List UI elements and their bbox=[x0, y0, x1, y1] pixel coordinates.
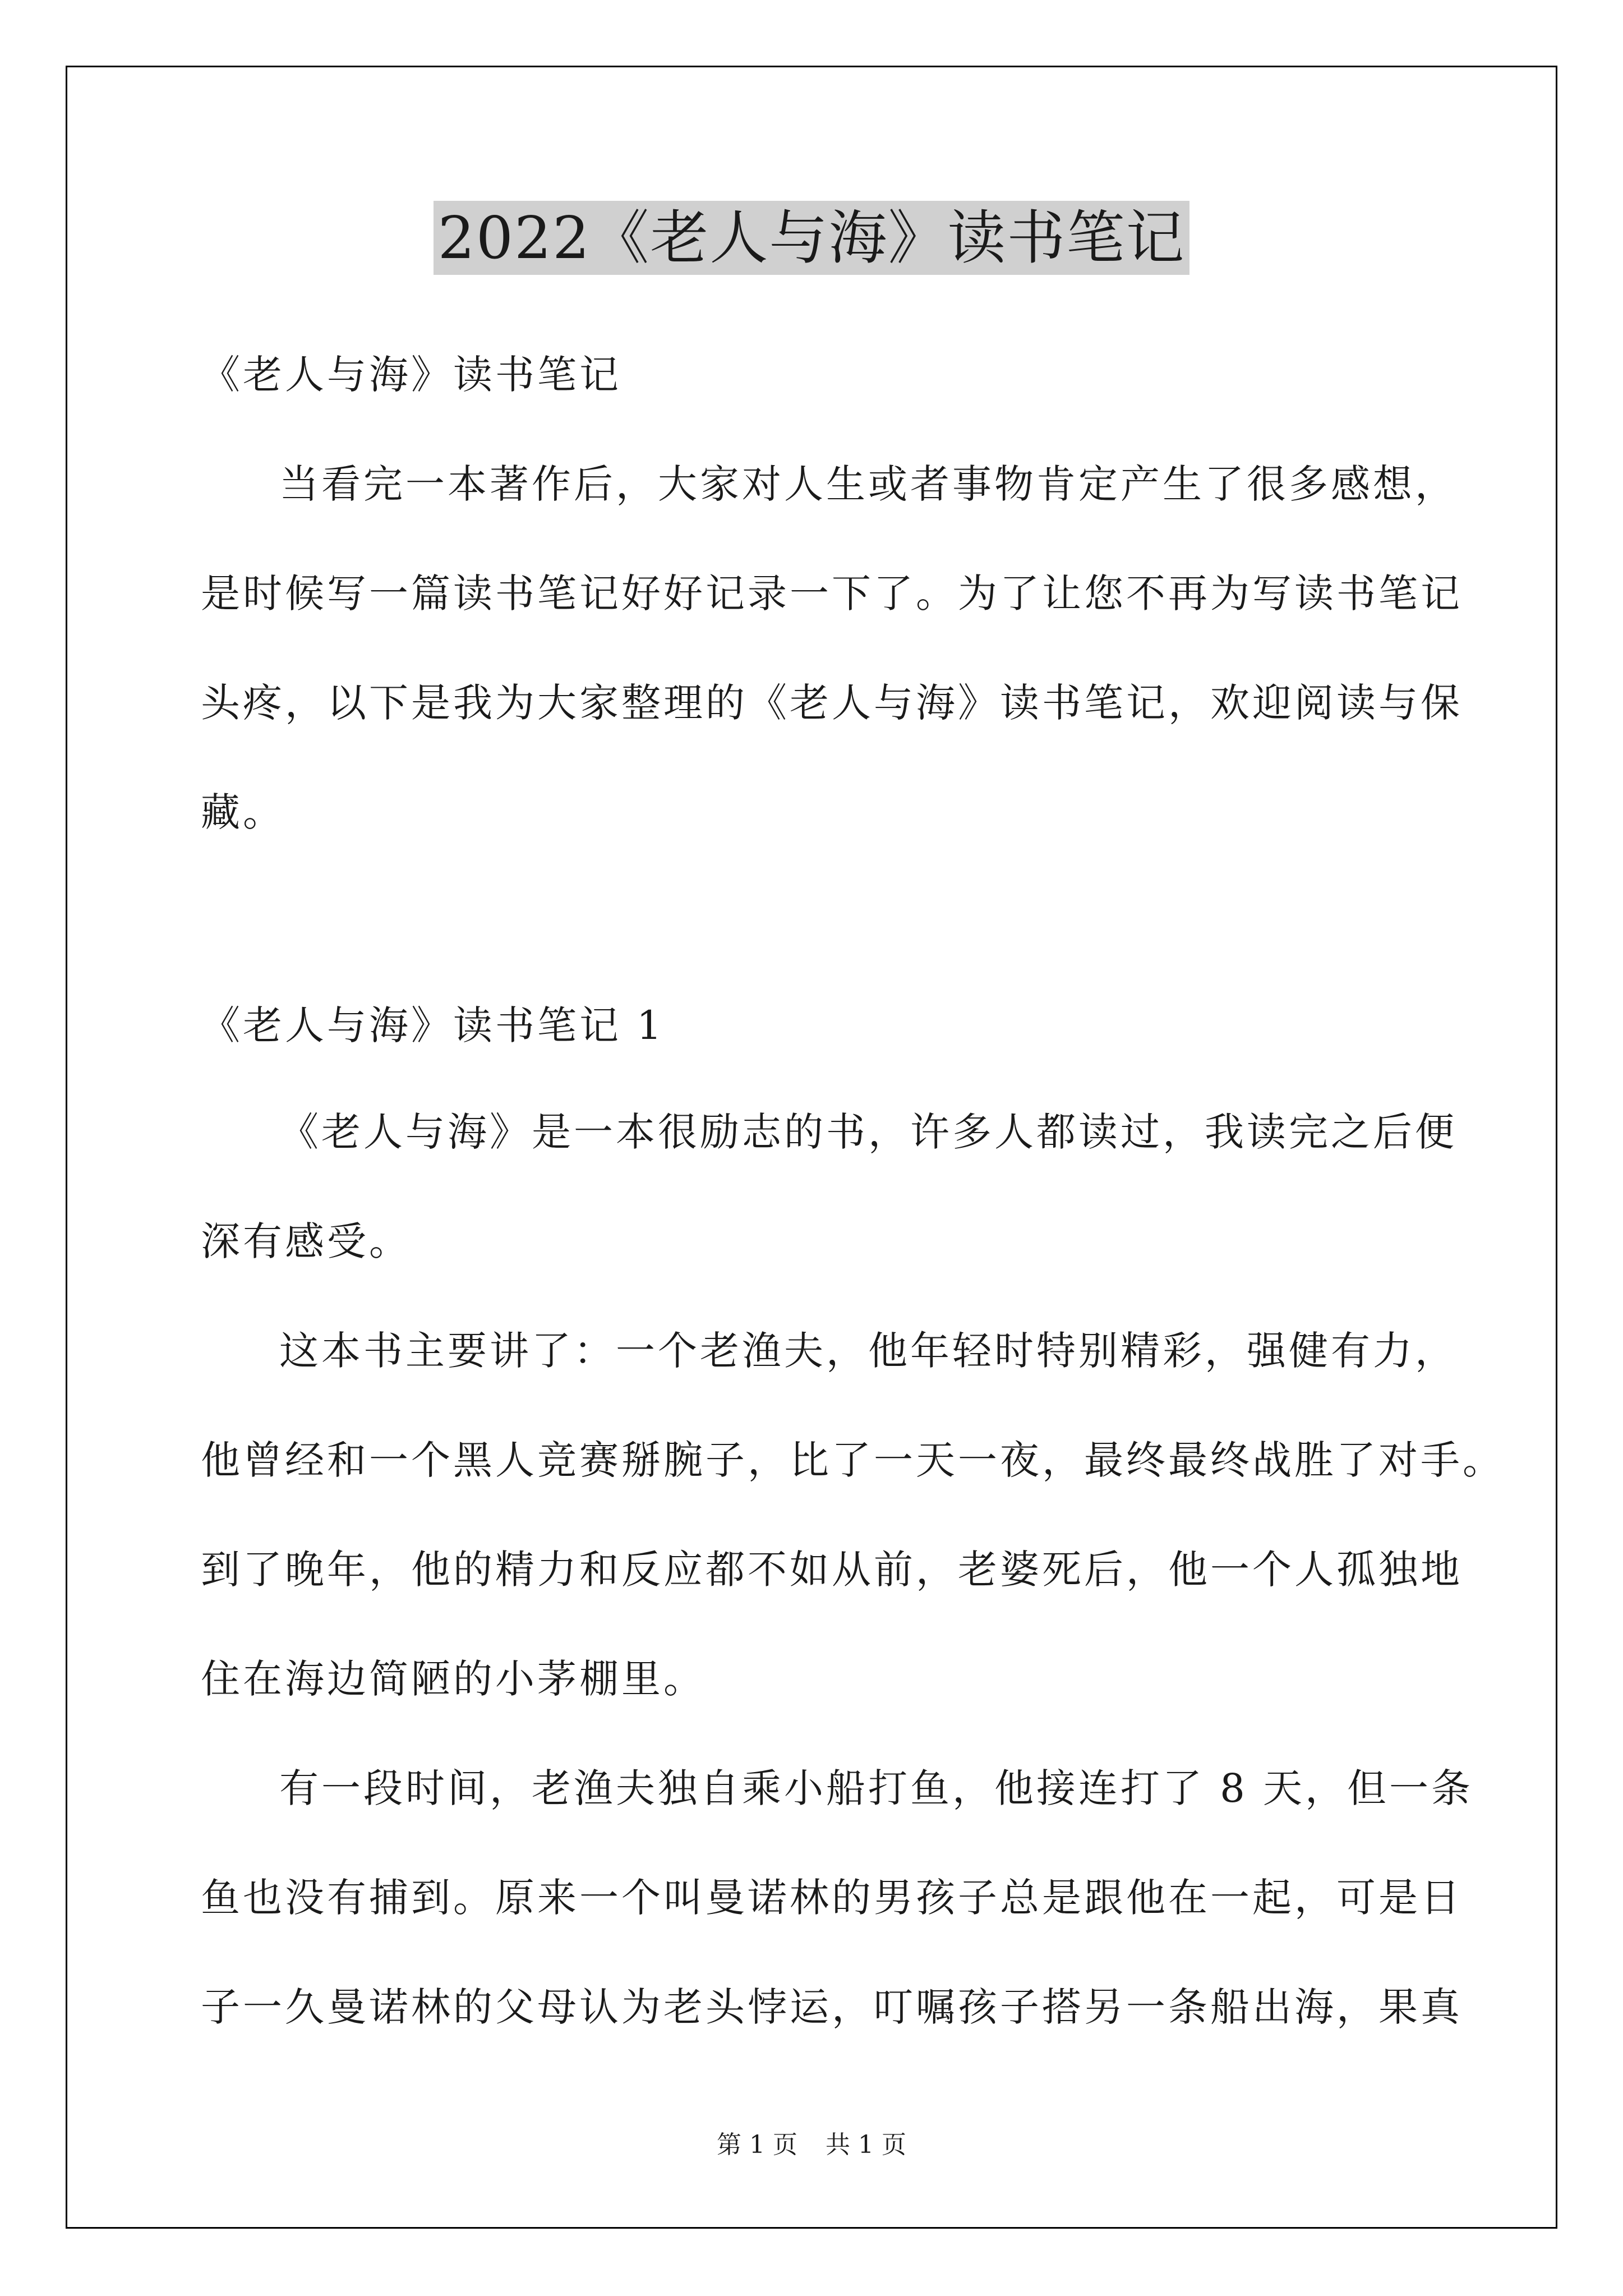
paragraph-line: 《老人与海》是一本很励志的书，许多人都读过，我读完之后便 bbox=[279, 1109, 1457, 1155]
page-footer bbox=[0, 2129, 1623, 2161]
paragraph-line: 到了晚年，他的精力和反应都不如从前，老婆死后，他一个人孤独地 bbox=[201, 1547, 1463, 1593]
paragraph-line: 子一久曼诺林的父母认为老头悖运，叮嘱孩子搭另一条船出海，果真 bbox=[201, 1984, 1463, 2030]
page-total: 共 1 页 bbox=[826, 2131, 906, 2159]
paragraph-line: 当看完一本著作后，大家对人生或者事物肯定产生了很多感想， bbox=[279, 461, 1457, 507]
paragraph-line: 有一段时间，老渔夫独自乘小船打鱼，他接连打了 8 天，但一条 bbox=[279, 1765, 1474, 1811]
paragraph-line: 深有感受。 bbox=[201, 1218, 411, 1264]
paragraph-line: 鱼也没有捕到。原来一个叫曼诺林的男孩子总是跟他在一起，可是日 bbox=[201, 1875, 1463, 1921]
section-heading: 《老人与海》读书笔记 bbox=[201, 352, 621, 398]
page-number: 第 1 页 bbox=[717, 2131, 797, 2159]
paragraph-line: 头疼，以下是我为大家整理的《老人与海》读书笔记，欢迎阅读与保 bbox=[201, 680, 1463, 726]
section-heading: 《老人与海》读书笔记 1 bbox=[201, 1002, 665, 1048]
paragraph-line: 这本书主要讲了：一个老渔夫，他年轻时特别精彩，强健有力， bbox=[279, 1328, 1457, 1374]
paragraph-line: 住在海边简陋的小茅棚里。 bbox=[201, 1656, 706, 1702]
title-container bbox=[0, 201, 1623, 275]
paragraph-line: 是时候写一篇读书笔记好好记录一下了。为了让您不再为写读书笔记 bbox=[201, 570, 1463, 616]
paragraph-line: 藏。 bbox=[201, 789, 285, 835]
paragraph-line: 他曾经和一个黑人竞赛掰腕子，比了一天一夜，最终最终战胜了对手。 bbox=[201, 1437, 1505, 1483]
document-title: 2022《老人与海》读书笔记 bbox=[434, 201, 1190, 275]
